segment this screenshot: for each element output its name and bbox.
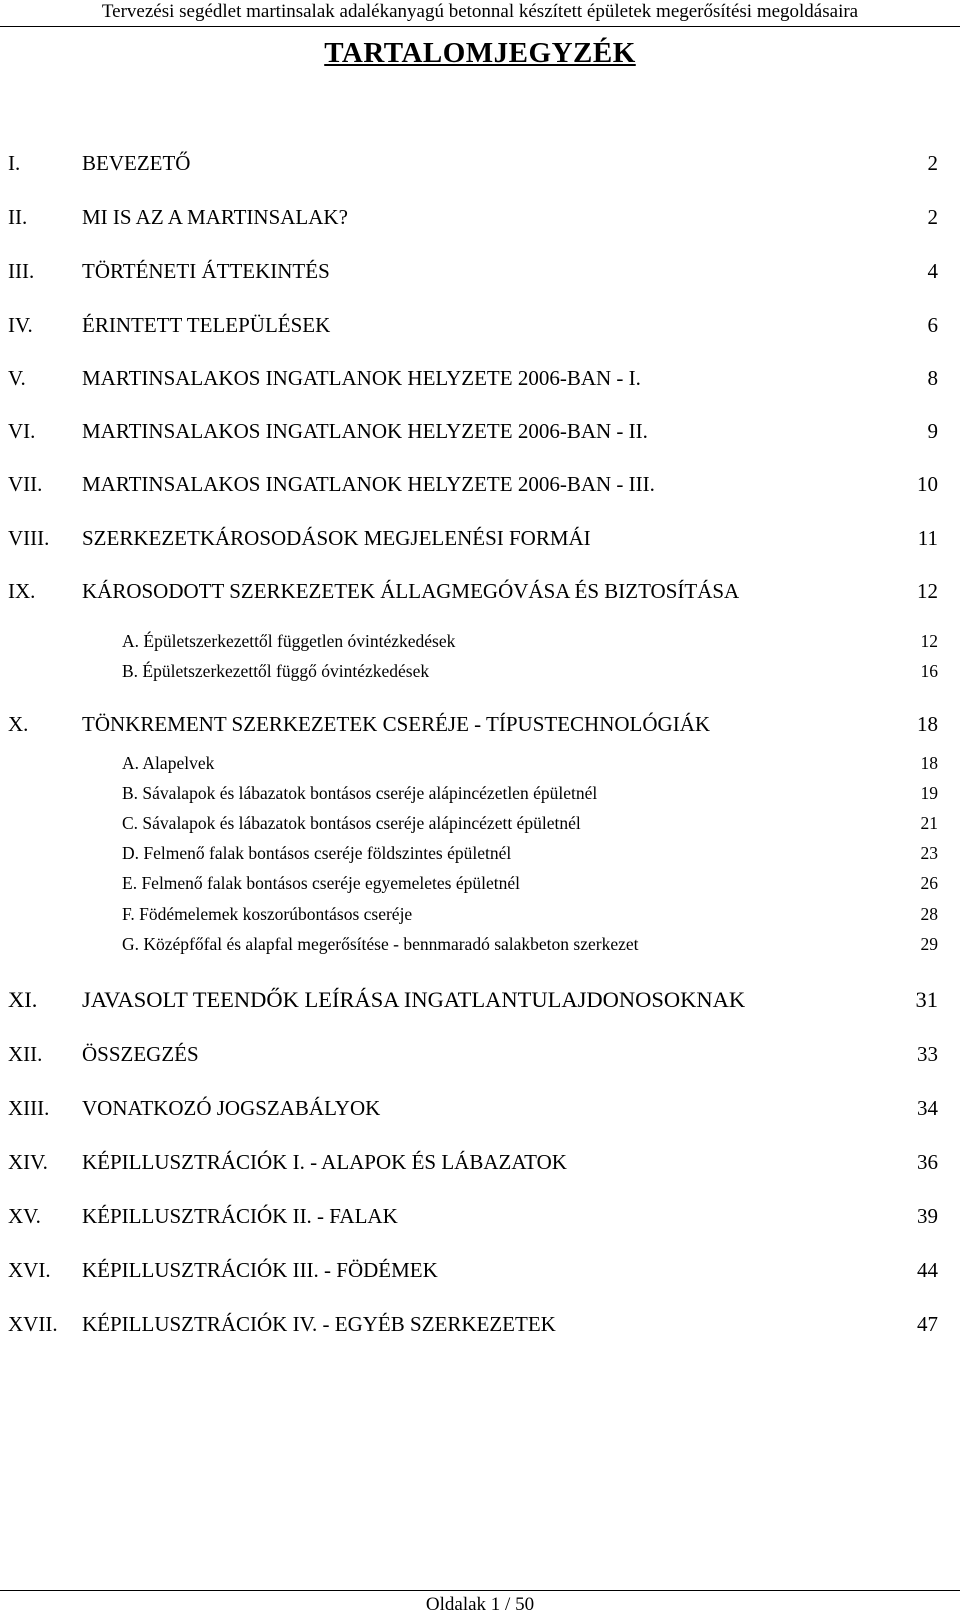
toc-entry-number: XII. [8,1042,43,1066]
toc-entry-label: SZERKEZETKÁROSODÁSOK MEGJELENÉSI FORMÁI [82,526,591,550]
toc-entry-number: XIV. [8,1150,48,1174]
running-header: Tervezési segédlet martinsalak adalékanyagú betonnal készített épületek megerősítési megoldásaira [101,1,859,22]
toc-entry-page: 39 [917,1204,938,1228]
toc-entry-page: 31 [915,987,938,1012]
toc-subentry-page: 12 [920,631,938,651]
toc-entry-number: X. [8,712,29,736]
toc-subentry-page: 19 [920,783,938,803]
toc-entry[interactable] [0,1041,960,1071]
toc-subentry[interactable] [0,630,960,654]
toc-entry-number: V. [8,366,26,390]
toc-subentry[interactable] [0,812,960,836]
toc-subentry-label: B. Sávalapok és lábazatok bontásos cseréje alápincézetlen épületnél [122,783,598,803]
toc-subentry[interactable] [0,752,960,776]
toc-entry[interactable] [0,258,960,288]
toc-entry-page: 8 [927,366,938,390]
toc-subentry[interactable] [0,782,960,806]
toc-entry[interactable] [0,204,960,234]
toc-entry[interactable] [0,471,960,501]
toc-entry[interactable] [0,1311,960,1341]
toc-subentry-label: A. Épületszerkezettől független óvintézkedések [122,631,456,651]
toc-entry-number: XI. [8,987,38,1012]
toc-entry-number: I. [8,151,21,175]
toc-entry[interactable] [0,312,960,342]
toc-subentry-page: 23 [920,843,938,863]
toc-entry[interactable] [0,1203,960,1233]
toc-subentry-page: 29 [920,934,938,954]
toc-entry-number: XVII. [8,1312,58,1336]
toc-entry-label: VONATKOZÓ JOGSZABÁLYOK [82,1096,381,1120]
toc-entry-number: III. [8,259,35,283]
toc-entry[interactable] [0,365,960,395]
toc-entry-number: XIII. [8,1096,50,1120]
toc-entry[interactable] [0,711,960,741]
toc-entry-page: 6 [927,313,938,337]
toc-entry-page: 34 [917,1096,938,1120]
toc-entry-label: TÖNKREMENT SZERKEZETEK CSERÉJE - TÍPUSTECHNOLÓGIÁK [82,712,711,736]
page-number-footer: Oldalak 1 / 50 [425,1594,535,1615]
toc-entry-number: IV. [8,313,33,337]
toc-entry[interactable] [0,1095,960,1125]
toc-entry-label: MI IS AZ A MARTINSALAK? [82,205,348,229]
toc-subentry-label: F. Födémelemek koszorúbontásos cseréje [122,904,413,924]
toc-entry-number: II. [8,205,28,229]
toc-entry-number: VII. [8,472,43,496]
toc-entry-label: ÉRINTETT TELEPÜLÉSEK [82,313,331,337]
page-title: TARTALOMJEGYZÉK [324,37,636,69]
toc-entry[interactable] [0,418,960,448]
toc-entry-label: KÁROSODOTT SZERKEZETEK ÁLLAGMEGÓVÁSA ÉS BIZTOSÍTÁSA [82,579,740,603]
toc-subentry[interactable] [0,842,960,866]
toc-subentry[interactable] [0,872,960,896]
toc-entry-label: KÉPILLUSZTRÁCIÓK IV. - EGYÉB SZERKEZETEK [82,1312,556,1336]
toc-entry[interactable] [0,986,960,1016]
toc-entry-label: KÉPILLUSZTRÁCIÓK I. - ALAPOK ÉS LÁBAZATOK [82,1150,567,1174]
footer-rule [0,1590,960,1591]
toc-entry-page: 2 [927,151,938,175]
toc-entry-page: 9 [927,419,938,443]
toc-entry-label: JAVASOLT TEENDŐK LEÍRÁSA INGATLANTULAJDONOSOKNAK [82,987,746,1012]
toc-entry-label: MARTINSALAKOS INGATLANOK HELYZETE 2006-BAN - III. [82,472,655,496]
toc-subentry-label: D. Felmenő falak bontásos cseréje földszintes épületnél [122,843,512,863]
toc-subentry[interactable] [0,933,960,957]
toc-entry-label: TÖRTÉNETI ÁTTEKINTÉS [82,259,330,283]
toc-subentry[interactable] [0,903,960,927]
toc-entry[interactable] [0,1149,960,1179]
toc-entry-number: XVI. [8,1258,51,1282]
toc-entry-page: 18 [917,712,938,736]
toc-subentry-label: A. Alapelvek [122,753,215,773]
toc-subentry[interactable] [0,660,960,684]
toc-subentry-page: 28 [920,904,938,924]
toc-entry-page: 47 [917,1312,938,1336]
toc-entry-page: 33 [917,1042,938,1066]
toc-entry-number: VI. [8,419,36,443]
toc-subentry-page: 16 [920,661,938,681]
toc-entry-page: 10 [917,472,938,496]
toc-subentry-label: E. Felmenő falak bontásos cseréje egyemeletes épületnél [122,873,520,893]
toc-entry-page: 12 [917,579,938,603]
toc-entry-number: XV. [8,1204,41,1228]
toc-entry[interactable] [0,525,960,555]
toc-subentry-page: 26 [920,873,938,893]
toc-entry-page: 44 [917,1258,938,1282]
toc-entry-label: MARTINSALAKOS INGATLANOK HELYZETE 2006-BAN - II. [82,419,648,443]
toc-entry-page: 11 [917,526,938,550]
toc-subentry-page: 18 [920,753,938,773]
toc-entry-label: MARTINSALAKOS INGATLANOK HELYZETE 2006-BAN - I. [82,366,641,390]
toc-entry-label: ÖSSZEGZÉS [82,1042,199,1066]
toc-entry-label: KÉPILLUSZTRÁCIÓK III. - FÖDÉMEK [82,1258,438,1282]
toc-entry[interactable] [0,150,960,180]
toc-entry-page: 2 [927,205,938,229]
toc-entry-number: IX. [8,579,36,603]
toc-subentry-label: B. Épületszerkezettől függő óvintézkedések [122,661,430,681]
toc-entry-number: VIII. [8,526,50,550]
toc-subentry-page: 21 [920,813,938,833]
toc-entry-page: 4 [927,259,938,283]
toc-subentry-label: C. Sávalapok és lábazatok bontásos cseréje alápincézett épületnél [122,813,581,833]
toc-entry[interactable] [0,578,960,608]
toc-subentry-label: G. Középfőfal és alapfal megerősítése - bennmaradó salakbeton szerkezet [122,934,639,954]
toc-entry-label: KÉPILLUSZTRÁCIÓK II. - FALAK [82,1204,398,1228]
toc-entry-page: 36 [917,1150,938,1174]
toc-entry[interactable] [0,1257,960,1287]
toc-entry-label: BEVEZETŐ [82,151,191,175]
